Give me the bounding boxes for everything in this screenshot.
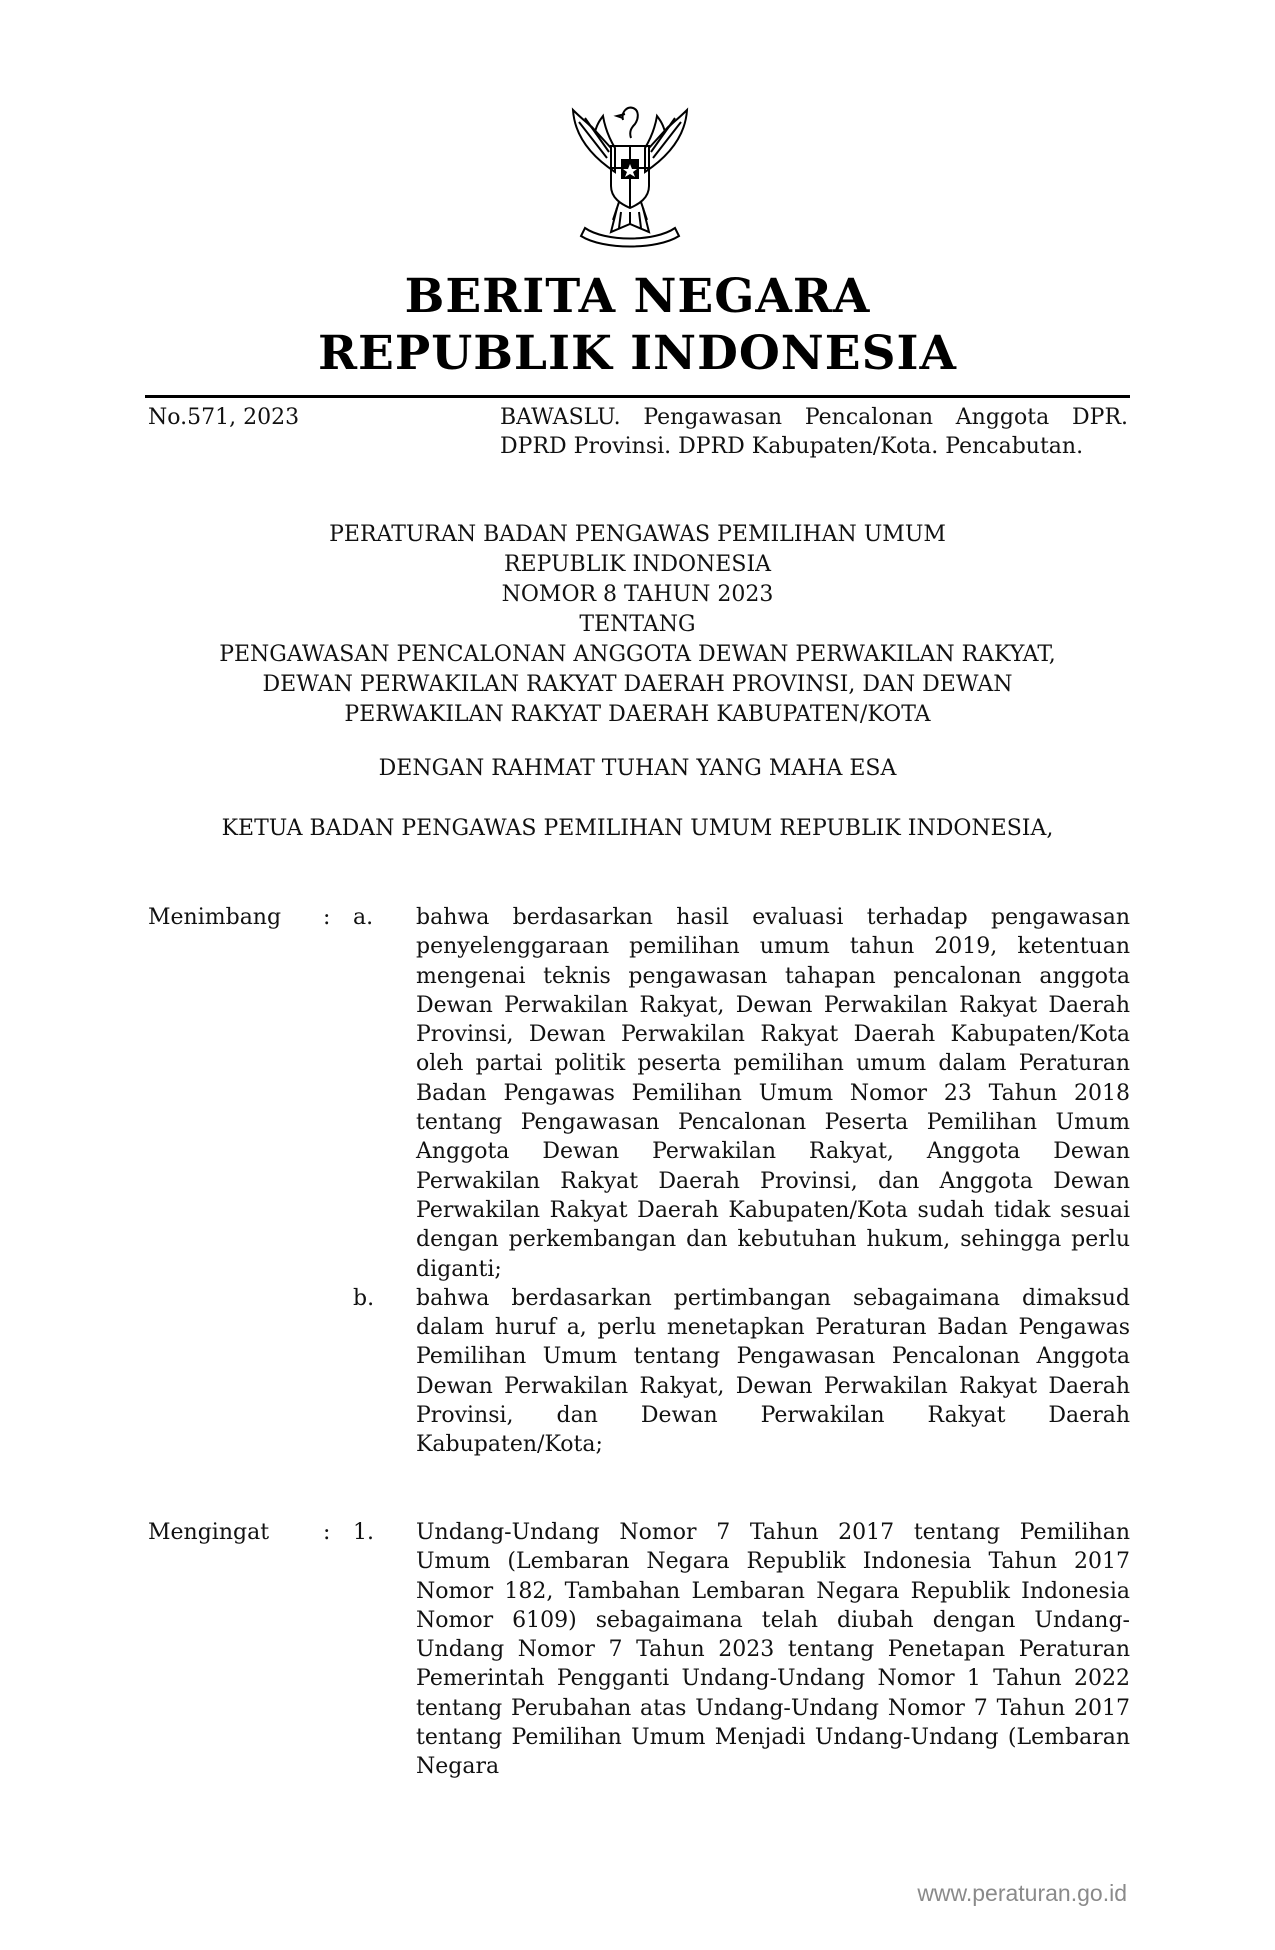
masthead-title-line1: BERITA NEGARA	[404, 269, 871, 324]
item-marker: b.	[353, 1285, 375, 1311]
masthead-title-line2: REPUBLIK INDONESIA	[317, 326, 957, 381]
item-text: bahwa berdasarkan hasil evaluasi terhadap pengawasan penyelenggaraan pemilihan umum tahun 2019, ketentuan mengenai teknis pengawasan tahapan pencalonan anggota Dewan Perwakilan Rakyat, Dewan Perwakilan Rakyat Daerah Provinsi, Dewan Perwakilan Rakyat Daerah Kabupaten/Kota oleh partai politik peserta pemilihan umum dalam Peraturan Badan Pengawas Pemilihan Umum Nomor 23 Tahun 2018 tentang Pengawasan Pencalonan Peserta Pemilihan Umum Anggota Dewan Perwakilan Rakyat, Anggota Dewan Perwakilan Rakyat Daerah Provinsi, dan Anggota Dewan Perwakilan Rakyat Daerah Kabupaten/Kota sudah tidak sesuai dengan perkembangan dan kebutuhan hukum, sehingga perlu diganti;	[416, 905, 1130, 1282]
regulation-title-line: REPUBLIK INDONESIA	[503, 552, 772, 577]
menimbang-label: Menimbang	[148, 905, 282, 930]
mengingat-colon: :	[323, 1520, 331, 1545]
regulation-title-line: NOMOR 8 TAHUN 2023	[501, 582, 774, 607]
list-item	[148, 903, 1130, 1284]
invocation: DENGAN RAHMAT TUHAN YANG MAHA ESA	[378, 756, 897, 781]
footer-url[interactable]: www.peraturan.go.id	[917, 1880, 1127, 1906]
menimbang-colon: :	[323, 905, 331, 930]
regulation-title-line: DEWAN PERWAKILAN RAKYAT DAERAH PROVINSI, DAN DEWAN	[262, 672, 1013, 697]
item-marker: a.	[353, 905, 374, 930]
mengingat-label: Mengingat	[148, 1520, 270, 1545]
regulation-title-line: PERWAKILAN RAKYAT DAERAH KABUPATEN/KOTA	[344, 702, 931, 727]
regulation-title-line: PENGAWASAN PENCALONAN ANGGOTA DEWAN PERWAKILAN RAKYAT,	[219, 642, 1056, 667]
garuda-emblem-icon	[555, 102, 705, 252]
gazette-description: BAWASLU. Pengawasan Pencalonan Anggota DPR. DPRD Provinsi. DPRD Kabupaten/Kota. Pencabutan.	[500, 405, 1128, 459]
mengingat-section	[148, 1518, 1130, 1782]
item-marker: 1.	[353, 1520, 374, 1545]
item-text: Undang-Undang Nomor 7 Tahun 2017 tentang Pemilihan Umum (Lembaran Negara Republik Indonesia Tahun 2017 Nomor 182, Tambahan Lembaran Negara Republik Indonesia Nomor 6109) sebagaimana telah diubah dengan Undang-Undang Nomor 7 Tahun 2023 tentang Penetapan Peraturan Pemerintah Pengganti Undang-Undang Nomor 1 Tahun 2022 tentang Perubahan atas Undang-Undang Nomor 7 Tahun 2017 tentang Pemilihan Umum Menjadi Undang-Undang (Lembaran Negara	[416, 1520, 1130, 1780]
regulation-title	[145, 520, 1130, 730]
gazette-number: No.571, 2023	[148, 405, 300, 430]
list-item	[148, 1518, 1130, 1782]
regulation-title-line: PERATURAN BADAN PENGAWAS PEMILIHAN UMUM	[329, 522, 946, 547]
menimbang-section	[148, 903, 1130, 1460]
regulation-title-line: TENTANG	[579, 612, 696, 637]
item-text: bahwa berdasarkan pertimbangan sebagaimana dimaksud dalam huruf a, perlu menetapkan Peraturan Badan Pengawas Pemilihan Umum tentang Pengawasan Pencalonan Anggota Dewan Perwakilan Rakyat, Dewan Perwakilan Rakyat Daerah Provinsi, dan Dewan Perwakilan Rakyat Daerah Kabupaten/Kota;	[416, 1285, 1130, 1458]
masthead	[145, 268, 1130, 382]
issuer: KETUA BADAN PENGAWAS PEMILIHAN UMUM REPUBLIK INDONESIA,	[221, 816, 1054, 841]
masthead-divider	[145, 395, 1130, 398]
list-item	[148, 1284, 1130, 1460]
